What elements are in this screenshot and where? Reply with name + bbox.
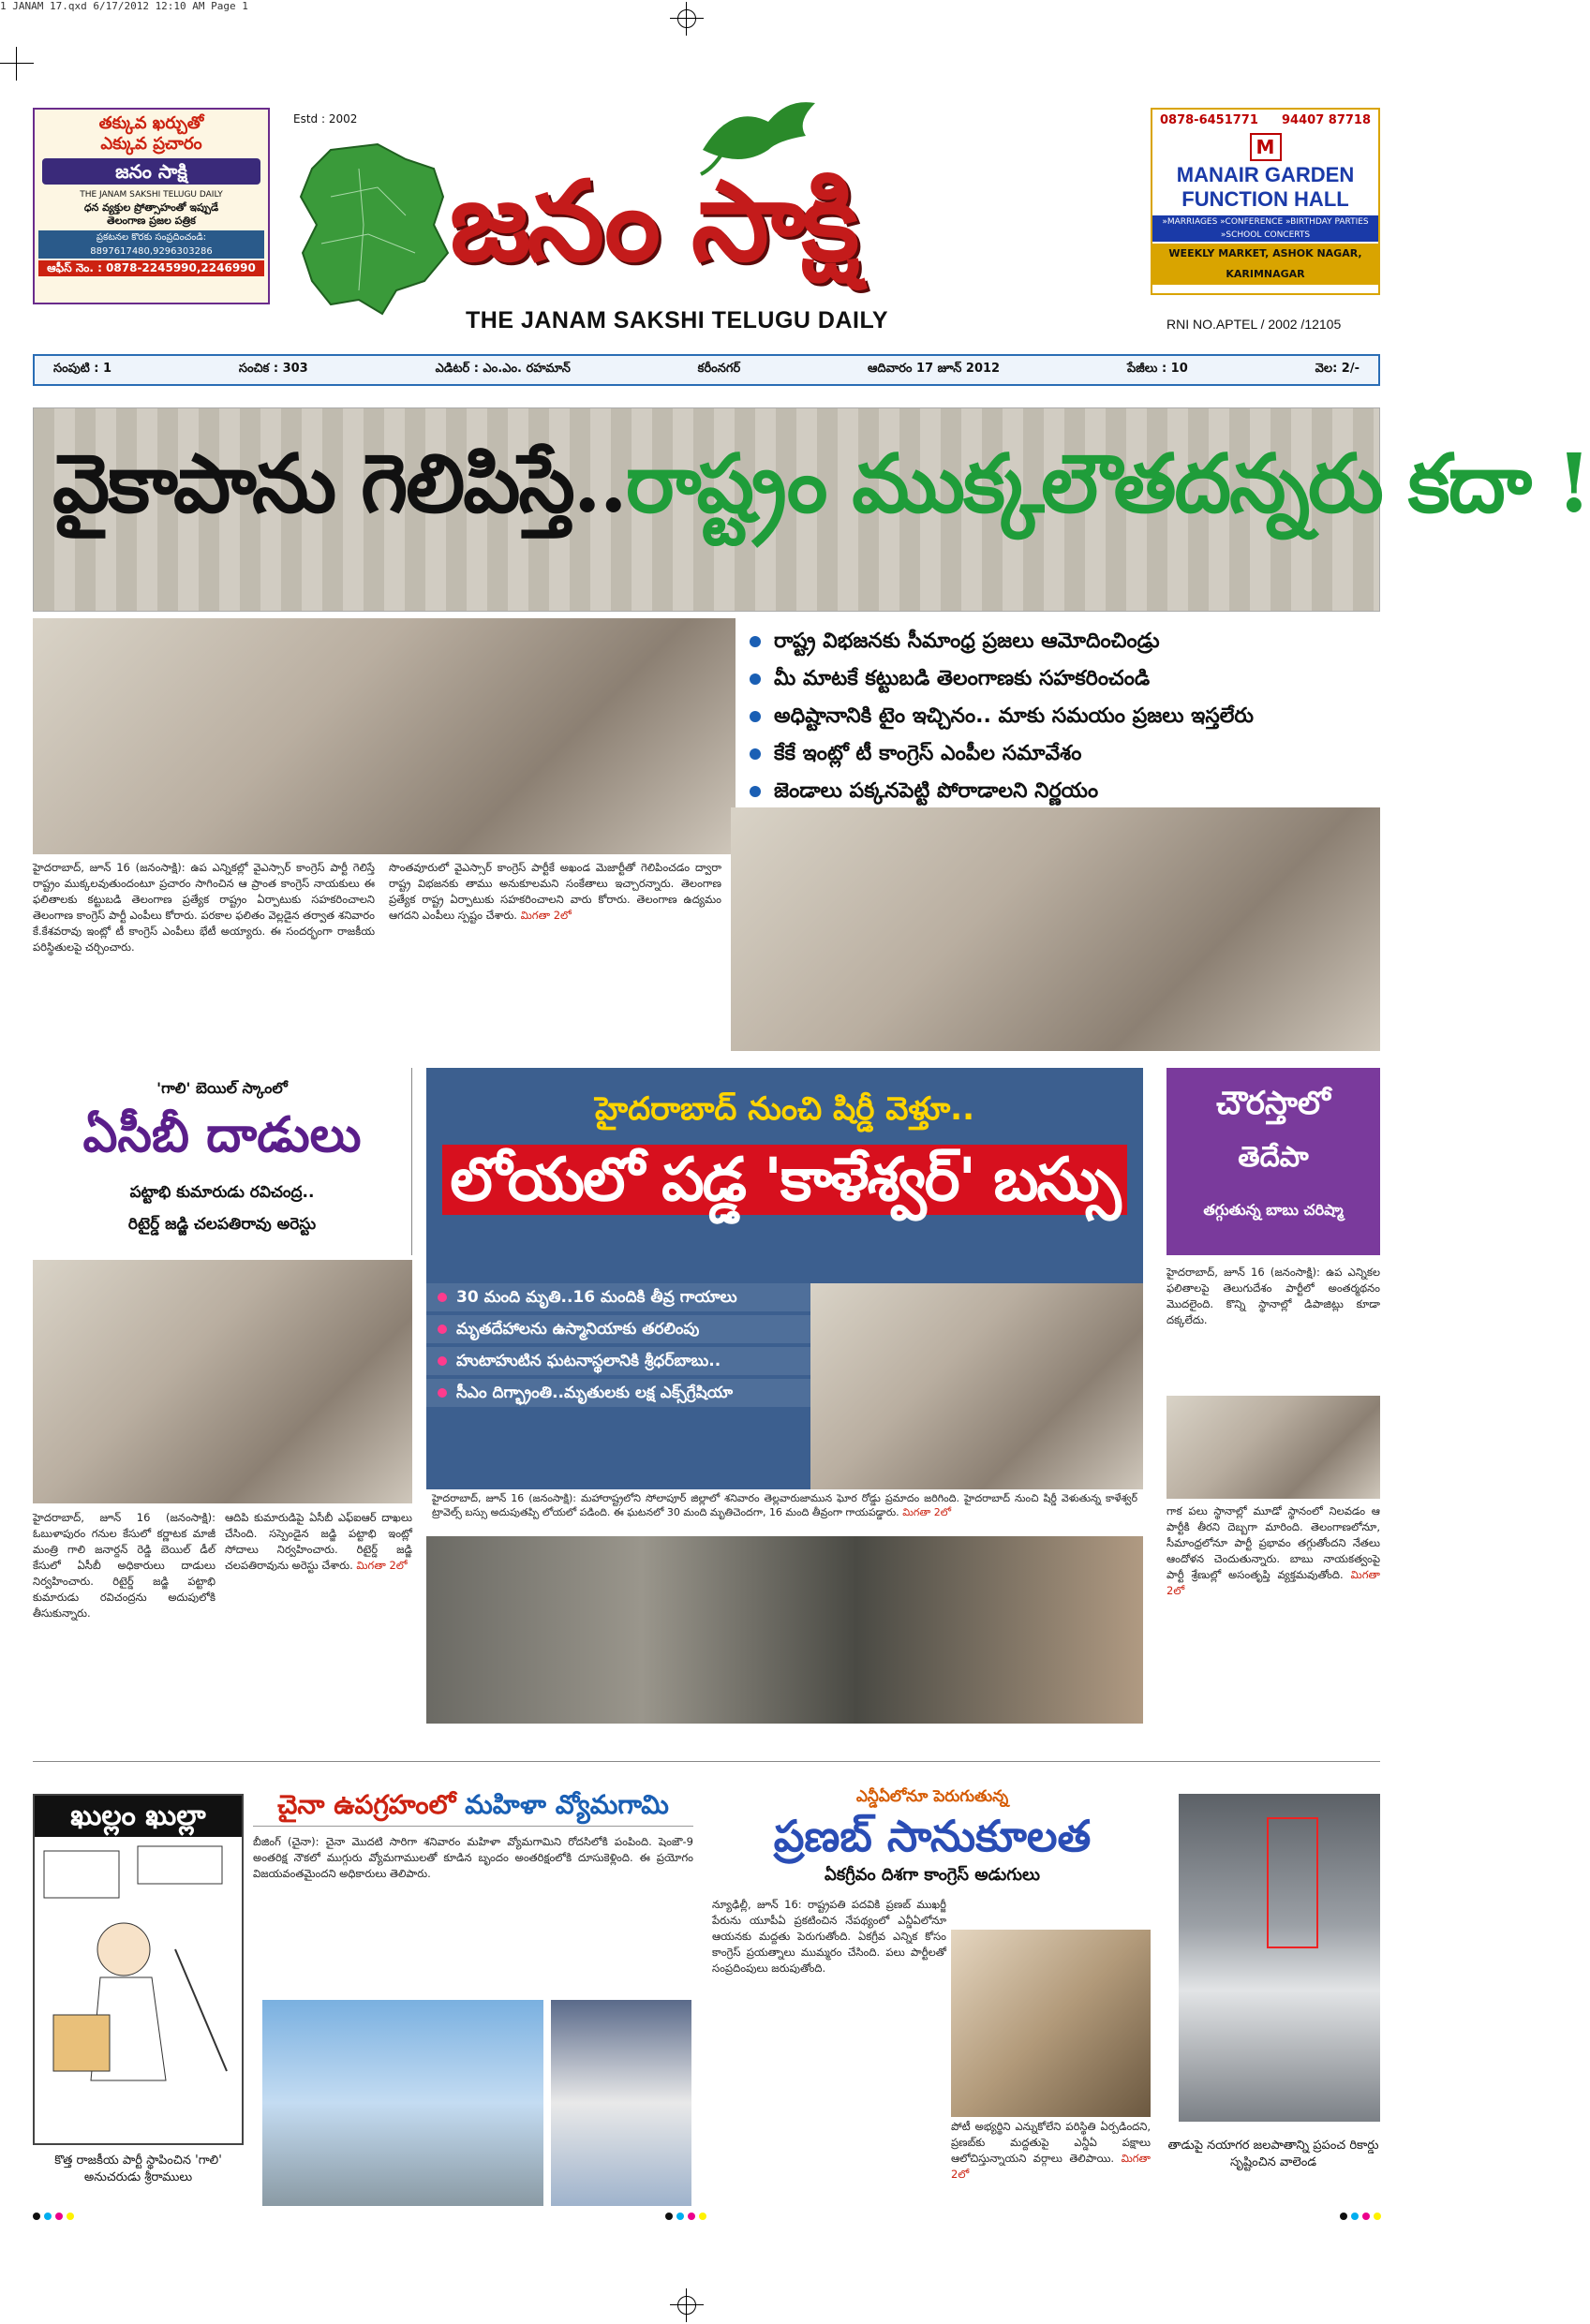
lead-headline-banner (33, 407, 1590, 612)
bullet-text: అధిష్టానానికి టైం ఇచ్చినం.. మాకు సమయం ప్రజలు ఇస్తలేరు (774, 704, 1255, 728)
issue-info-strip (33, 354, 1380, 386)
pranab-column-2 (951, 2119, 1151, 2183)
bullet-text: హుటాహుటిన ఘటనాస్థలానికి శ్రీధర్‌బాబు.. (456, 1352, 721, 1370)
registration-mark-bottom (670, 2288, 704, 2322)
pranab-story (712, 1784, 1152, 1887)
color-registration-dots (33, 2213, 74, 2220)
bullet-icon (750, 674, 761, 685)
china-headline-part-b: మహిళా వ్యోమగామి (465, 1789, 669, 1820)
cartoon-title: ఖుల్లం ఖుల్లా (35, 1796, 242, 1837)
issue: సంచిక : 303 (238, 362, 308, 376)
lead-column-2 (389, 860, 721, 924)
china-story (253, 1784, 693, 1882)
print-header: 1 JANAM 17.qxd 6/17/2012 12:10 AM Page 1 (0, 0, 248, 12)
ad-line: తెలంగాణ ప్రజల పత్రిక (107, 215, 196, 227)
bullet-icon (438, 1356, 447, 1366)
pranab-headline: ప్రణబ్ సానుకూలత (773, 1811, 1092, 1861)
continued-link[interactable]: మిగతా 2లో (1166, 1568, 1380, 1597)
color-registration-dots (665, 2213, 706, 2220)
china-headline (253, 1784, 693, 1827)
telangana-map-icon (293, 141, 453, 318)
bullet-text: జెండాలు పక్కనపెట్టి పోరాడాలని నిర్ణయం (774, 779, 1099, 803)
lead-photo-meeting (33, 618, 736, 854)
bus-bullets (426, 1283, 820, 1411)
bullet-text: రాష్ట్ర విభజనకు సీమాంధ్ర ప్రజలు ఆమోదించిండ్రు (774, 629, 1160, 653)
right-advertisement (1151, 108, 1380, 295)
ad-brand-en: THE JANAM SAKSHI TELUGU DAILY (80, 190, 223, 200)
price: వెల: 2/- (1315, 362, 1360, 376)
bullet-text: సీఎం దిగ్భ్రాంతి..మృతులకు లక్ష ఎక్స్‌గ్రేషియా (456, 1384, 734, 1402)
tdp-column-1: హైదరాబాద్, జూన్ 16 (జనంసాక్షి): ఉప ఎన్నికల ఫలితాలపై తెలుగుదేశం పార్టీలో అంతర్మథనం మొదలైంది. కొన్ని స్థానాల్లో డిపాజిట్లు కూడా దక్కలేదు. (1166, 1266, 1380, 1326)
bullet-icon (750, 786, 761, 797)
tdp-column-2 (1166, 1503, 1380, 1599)
ad-name: FUNCTION HALL (1181, 187, 1349, 211)
falls-caption: తాడుపై నయాగర జలపాతాన్ని ప్రపంచ రికార్డు సృష్టించిన వాలెండ (1167, 2139, 1379, 2169)
ad-services: »MARRIAGES »CONFERENCE »BIRTHDAY PARTIES »SCHOOL CONCERTS (1152, 215, 1378, 242)
bus-kicker: హైదరాబాద్ నుంచి షిర్డీ వెళ్తూ.. (594, 1090, 975, 1128)
left-advertisement (33, 108, 270, 304)
bullet-text: 30 మంది మృతి..16 మందికి తీవ్ర గాయాలు (456, 1288, 737, 1307)
cartoon-drawing-icon (35, 1837, 242, 2141)
tdp-story-header (1166, 1068, 1380, 1255)
acb-sub1: పట్టాభి కుమారుడు రవిచంద్ర.. (129, 1183, 315, 1202)
dove-icon (693, 94, 825, 178)
lead-column-1: హైదరాబాద్, జూన్ 16 (జనంసాక్షి): ఉప ఎన్నికల్లో వైఎస్సార్ కాంగ్రెస్ పార్టీ గెలిస్తే రాష్ట్రం ముక్కలవుతుందంటూ ప్రచారం సాగించిన ఆ ప్రాంత కాంగ్రెస్ నాయకులు ఈ ఫలితాలకు కట్టుబడి తెలంగాణ ప్రత్యేక రాష్ట్రం ఏర్పాటుకు సహకరించాలని తెలంగాణ కాంగ్రెస్ పార్టీ ఎంపీలు కోరారు. పరకాల ఫలితం వెల్లడైన తర్వాత శనివారం కే.కేశవరావు ఇంట్లో టీ కాంగ్రెస్ ఎంపీలు భేటీ అయ్యారు. ఈ సందర్భంగా రాజకీయ పరిస్థితులపై చర్చించారు. (33, 861, 375, 954)
bullet-icon (750, 636, 761, 647)
bullet-text: మీ మాటకే కట్టుబడి తెలంగాణకు సహకరించండి (774, 667, 1151, 690)
registration-mark-top (670, 2, 704, 36)
tdp-kicker: చౌరస్తాలో (1216, 1085, 1330, 1122)
rni-number: RNI NO.APTEL / 2002 /12105 (1166, 317, 1342, 332)
acb-sub2: రిటైర్డ్ జడ్జి చలపతిరావు అరెస్టు (127, 1215, 317, 1234)
bullet-item (426, 1315, 820, 1343)
bullet-icon (750, 748, 761, 760)
masthead-title: జనం సాక్షి (450, 155, 856, 286)
cartoon-caption: కొత్త రాజకీయ పార్టీ స్థాపించిన 'గాలి' అనుచరుడు శ్రీరాములు (54, 2154, 222, 2184)
headline-part-b: రాష్ట్రం ముక్కలౌతదన్నరు కదా ! (625, 437, 1590, 531)
ad-line: ధన వ్యక్తుల ప్రోత్సాహంతో ఇప్పుడే (83, 201, 219, 214)
china-body: బీజింగ్ (చైనా): చైనా మొదటి సారిగా శనివారం మహిళా వ్యోమగామిని రోదసిలోకి పంపింది. షెంజౌ-9 అంతరిక్ష నౌకలో ముగ్గురు వ్యోమగాములతో కూడిన బృందం అంతరిక్షంలోకి దూసుకెళ్లింది. ఈ ప్రయోగం విజయవంతమైందని అధికారులు తెలిపారు. (253, 1835, 693, 1880)
bullet-item (750, 626, 1379, 658)
continued-link[interactable]: మిగతా 2లో (520, 909, 572, 922)
bullet-icon (438, 1293, 447, 1302)
acb-story-header (33, 1068, 412, 1255)
bus-hospital-photo (810, 1283, 1143, 1489)
date: ఆదివారం 17 జూన్ 2012 (868, 362, 1001, 376)
bullet-icon (750, 711, 761, 722)
bullet-item (750, 738, 1379, 770)
pranab-photo (951, 1930, 1151, 2117)
acb-column-1: హైదరాబాద్, జూన్ 16 (జనంసాక్షి): ఓబుళాపురం గనుల కేసులో కర్ణాటక మాజీ మంత్రి గాలి జనార్దన్ రెడ్డి బెయిల్ డీల్ కేసులో ఏసీబీ అధికారులు దాడులు నిర్వహించారు. రిటైర్డ్ జడ్జి పట్టాభి కుమారుడు రవిచంద్రను అదుపులోకి తీసుకున్నారు. (33, 1511, 215, 1620)
ad-brand: జనం సాక్షి (42, 158, 260, 185)
tdp-column-2-text: గాక పలు స్థానాల్లో మూడో స్థానంలో నిలవడం ఆ పార్టీకి తీరని దెబ్బగా మారింది. తెలంగాణలోనూ, సీమాంధ్రలోనూ పార్టీ ప్రభావం తగ్గుతోందని నేతలు ఆందోళన చెందుతున్నారు. బాబు నాయకత్వంపై పార్టీ శ్రేణుల్లో అసంతృప్తి వ్యక్తమవుతోంది. (1166, 1504, 1380, 1581)
bullet-item (426, 1283, 820, 1311)
bullet-text: కేకే ఇంట్లో టీ కాంగ్రెస్ ఎంపీల సమావేశం (774, 742, 1082, 765)
estd-label: Estd : 2002 (293, 112, 358, 126)
bus-headline (426, 1145, 1143, 1229)
bullet-text: మృతదేహాలను ఉస్మానియాకు తరలింపు (456, 1320, 700, 1339)
pranab-kicker: ఎన్డీఏలోనూ పెరుగుతున్న (855, 1787, 1009, 1806)
bullet-icon (438, 1388, 447, 1398)
ad-contact: ప్రకటనల కొరకు సంప్రదించండి: 8897617480,9296303286 (38, 230, 264, 259)
acb-column-2 (225, 1510, 412, 1574)
pranab-body: న్యూఢిల్లీ, జూన్ 16: రాష్ట్రపతి పదవికి ప్రణబ్ ముఖర్జీ పేరును యూపీఏ ప్రకటించిన నేపథ్యంలో ఎన్డీఏలోనూ ఆయనకు మద్దతు పెరుగుతోంది. ఏకగ్రీవ ఎన్నిక కోసం కాంగ్రెస్ ప్రయత్నాలు ముమ్మరం చేసింది. పలు పార్టీలతో సంప్రదింపులు జరుపుతోంది. (712, 1898, 946, 1975)
acb-kicker: 'గాలి' బెయిల్ స్కాంలో (156, 1079, 288, 1097)
place: కరీంనగర్ (697, 362, 741, 376)
editor: ఎడిటర్ : ఎం.ఎం. రహమాన్ (435, 362, 571, 376)
bus-body-text: హైదరాబాద్, జూన్ 16 (జనంసాక్షి): మహారాష్ట్రలోని సోలాపూర్ జిల్లాలో శనివారం తెల్లవారుజామున ఘోర రోడ్డు ప్రమాదం జరిగింది. హైదరాబాద్ నుంచి షిర్డీ వెళుతున్న కాళేశ్వర్ ట్రావెల్స్ బస్సు అదుపుతప్పి లోయలో పడింది. ఈ ఘటనలో 30 మంది మృతిచెందగా, 16 మంది తీవ్రంగా గాయపడ్డారు. (432, 1492, 1137, 1518)
china-headline-part-a: చైనా ఉపగ్రహంలో (277, 1789, 466, 1820)
ad-address: WEEKLY MARKET, ASHOK NAGAR, KARIMNAGAR (1152, 244, 1378, 285)
acb-column-2-text: ఆదిపి కుమారుడిపై ఏసీబీ ఎఫ్ఐఆర్ దాఖలు చేసింది. సస్పెండైన జడ్జి పట్టాభి ఇంట్లో సోదాలు నిర్వహించారు. రిటైర్డ్ జడ్జి చలపతిరావును అరెస్టు చేశారు. (225, 1511, 412, 1572)
bullet-item (750, 701, 1379, 733)
bullet-item (426, 1347, 820, 1375)
pranab-sub: ఏకగ్రీవం దిశగా కాంగ్రెస్ అడుగులు (825, 1865, 1040, 1885)
lead-column-2-text: సొంతవూరులో వైఎస్సార్ కాంగ్రెస్ పార్టీకే అఖండ మెజార్టీతో గెలిపించడం ద్వారా రాష్ట్ర విభజనకు తాము అనుకూలమని సంకేతాలు ఇచ్చారన్నారు. తెలంగాణ ప్రత్యేక రాష్ట్ర ఏర్పాటుకు సహకరించాలని వారు కోరారు. తెలంగాణ ఉద్యమం ఆగదని ఎంపీలు స్పష్టం చేశారు. (389, 861, 721, 922)
cartoon-box (33, 1794, 244, 2145)
ad-name: MANAIR GARDEN (1176, 163, 1355, 186)
bus-body (426, 1489, 1143, 1521)
lead-bullets (750, 626, 1379, 813)
ad-line: తక్కువ ఖర్చుతో (98, 113, 204, 133)
registration-mark-left (0, 47, 34, 81)
ad-line: ఎక్కువ ప్రచారం (100, 134, 202, 154)
volume: సంపుటి : 1 (53, 362, 112, 376)
lead-headline (52, 437, 1590, 551)
acb-headline: ఏసీబీ దాడులు (82, 1106, 362, 1163)
pages: పేజీలు : 10 (1126, 362, 1188, 376)
manair-logo-icon: M (1250, 133, 1282, 161)
astronaut-photo (551, 2000, 691, 2206)
bullet-item (750, 663, 1379, 695)
bullet-icon (438, 1325, 447, 1334)
tdp-photo (1166, 1396, 1380, 1499)
ad-phone: 0878-6451771 (1160, 113, 1258, 127)
acb-photo (33, 1260, 412, 1503)
masthead-subtitle: THE JANAM SAKSHI TELUGU DAILY (466, 307, 889, 333)
rocket-launch-photo (262, 2000, 543, 2206)
bus-headline-text: లోయలో పడ్డ 'కాళేశ్వర్' బస్సు (442, 1145, 1126, 1215)
ad-phone: 94407 87718 (1282, 113, 1371, 127)
section-divider (33, 1761, 1380, 1762)
color-registration-dots (1340, 2213, 1381, 2220)
continued-link[interactable]: మిగతా 2లో (951, 2152, 1152, 2181)
tdp-headline: తెదేపా (1238, 1141, 1309, 1174)
highlight-box (1267, 1817, 1318, 1948)
headline-part-a: వైకాపాను గెలిపిస్తే.. (52, 437, 626, 531)
ad-office: ఆఫీస్ నెం. : 0878-2245990,2246990 (38, 260, 264, 276)
pranab-column-2-text: పోటీ అభ్యర్థిని ఎన్నుకోలేని పరిస్థితి ఏర్పడిందని, ప్రణబ్‌కు మద్దతుపై ఎన్డీఏ పక్షాలు ఆలోచిస్తున్నాయని వర్గాలు తెలిపాయి. (951, 2120, 1151, 2165)
continued-link[interactable]: మిగతా 2లో (356, 1559, 408, 1572)
bus-wreck-photo-collage (426, 1536, 1143, 1724)
bullet-item (750, 776, 1379, 807)
lead-photo-press (731, 807, 1380, 1051)
tdp-sub: తగ్గుతున్న బాబు చరిష్మా (1203, 1201, 1344, 1219)
continued-link[interactable]: మిగతా 2లో (902, 1506, 952, 1518)
bullet-item (426, 1379, 820, 1407)
